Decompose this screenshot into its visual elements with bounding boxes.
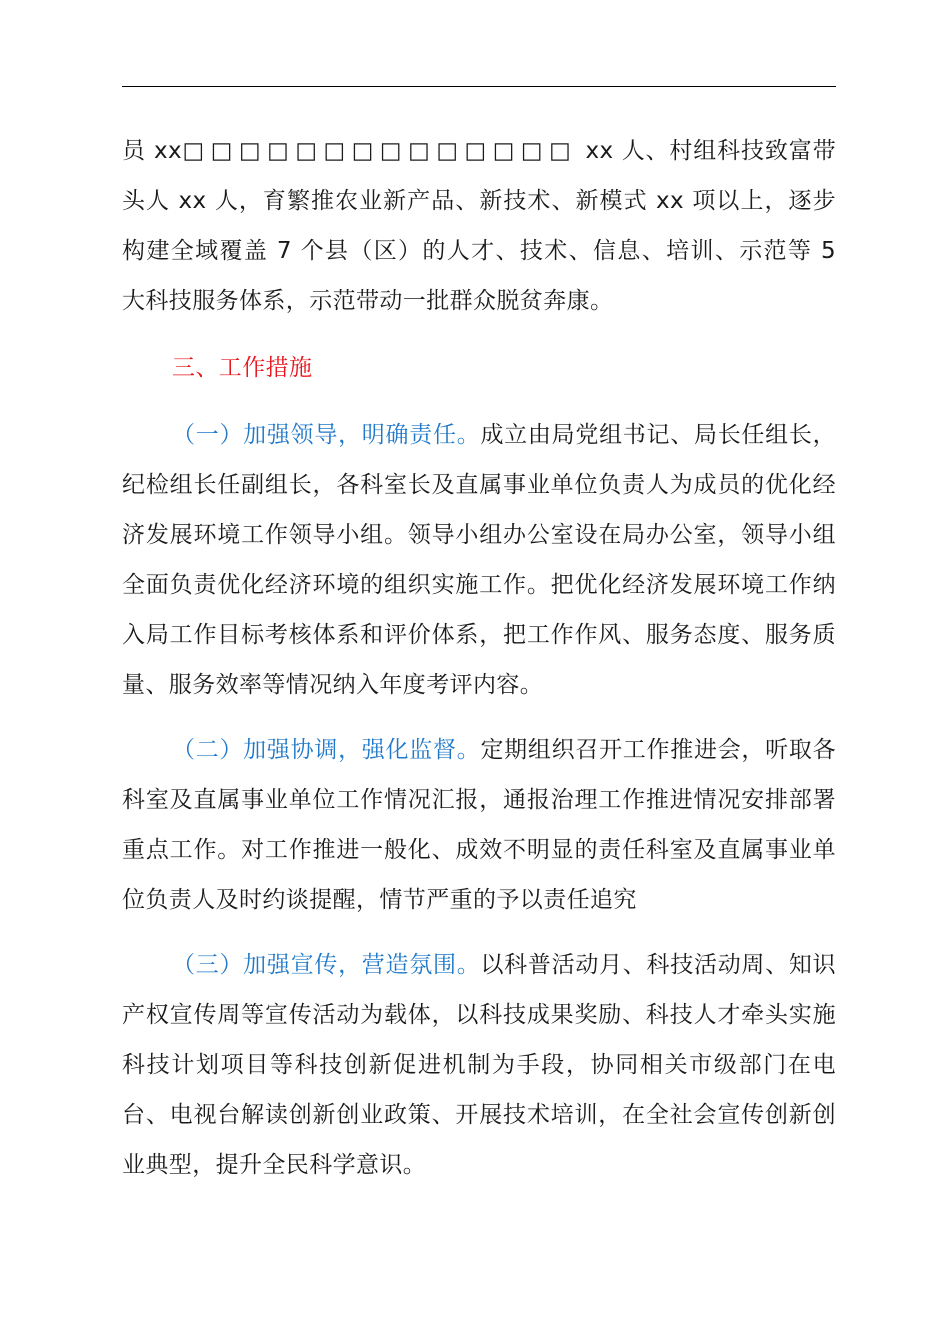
item-3-body: 以科普活动月、科技活动周、知识产权宣传周等宣传活动为载体，以科技成果奖励、科技人才牵头实施科技计划项目等科技创新促进机制为手段，协同相关市级部门在电台、电视台解读创新创业政策、开展技术培训，在全社会宣传创新创业典型，提升全民科学意识。 [122,952,836,1178]
item-1-body: 成立由局党组书记、局长任组长，纪检组长任副组长，各科室长及直属事业单位负责人为成员的优化经济发展环境工作领导小组。领导小组办公室设在局办公室，领导小组全面负责优化经济环境的组织实施工作。把优化经济发展环境工作纳入局工作目标考核体系和评价体系，把工作作风、服务态度、服务质量、服务效率等情况纳入年度考评内容。 [122,422,836,698]
paragraph-intro [122,126,836,326]
item-2-title: （二）加强协调，强化监督。 [172,737,481,763]
header-rule [122,86,836,87]
item-3-title: （三）加强宣传，营造氛围。 [172,952,481,978]
paragraph-intro-rest: xx 人、村组科技致富带头人 xx 人，育繁推农业新产品、新技术、新模式 xx 项以上，逐步构建全域覆盖 7 个县（区）的人才、技术、信息、培训、示范等 5 大科技服务体系，示范带动一批群众脱贫奔康。 [122,138,837,314]
item-1-title: （一）加强领导，明确责任。 [172,422,481,448]
paragraph-item-1 [122,410,836,710]
section-heading-3 [122,343,836,393]
paragraph-intro-lead: 员 xx [122,138,183,164]
paragraph-item-3 [122,940,836,1190]
item-2-body: 定期组织召开工作推进会，听取各科室及直属事业单位工作情况汇报，通报治理工作推进情况安排部署重点工作。对工作推进一般化、成效不明显的责任科室及直属事业单位负责人及时约谈提醒，情节严重的予以责任追究 [122,737,836,913]
section-heading-text: 三、工作措施 [172,355,313,381]
paragraph-item-2 [122,725,836,925]
paragraph-intro-garbled: □□□□□□□□□□□□□□ [182,138,578,164]
document-body [122,126,836,1190]
